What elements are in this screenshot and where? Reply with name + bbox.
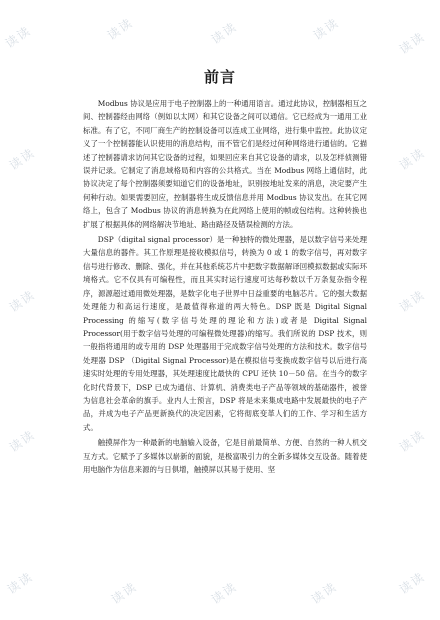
paragraph-touchscreen: 触摸屏作为一种最新的电脑输入设备，它是目前最简单、方便、自然的一种人机交互方式。它赋予了多媒体以崭新的面貌，是极富吸引力的全新多媒体交互设备。随着使用电脑作为信息来源的与日俱增，触摸屏以其易于使用、坚 xyxy=(83,438,367,474)
watermark: 读读 xyxy=(396,287,428,315)
page-title: 前言 xyxy=(203,68,236,86)
watermark: 读读 xyxy=(6,145,38,173)
watermark: 读读 xyxy=(208,19,240,47)
watermark: 读读 xyxy=(108,579,140,607)
watermark: 读读 xyxy=(396,427,428,455)
paragraph-dsp: DSP（digital signal processor）是一种独特的微处理器，是以数字信号来处理大量信息的器件。其工作原理是接收模拟信号，转换为 0 或 1 的数字信号，再对数字信号进行修改、删除、强化，并在其他系统芯片中把数字数据解译回模拟数据或实际环境格式。它不仅具有可编程性，而且其实时运行速度可达每秒数以千万条复杂指令程序，源源超过通用微处理器，是数字化电子世界中日益重要的电脑芯片。它的强大数据处理能力和高运行速度，是最值得称道的两大特色。DSP 既是 Digital Signal Processing 的缩写(数字信号处理的理论和方法)或者是 Digital Signal Processor(用于数字信号处理的可编程微处理器)的缩写。我们所说的 DSP 技术，则一般指将通用的或专用的 DSP 处理器用于完成数字信号处理的方法和技术。数字信号处理器 DSP （Digital Signal Processor)是在模拟信号变换成数字信号以后进行高速实时处理的专用处理器，其处理速度比最快的 CPU 还快 10－50 倍。在当今的数字化时代背景下，DSP 已成为通信、计算机、消费类电子产品等领域的基础器件，被誉为信息社会革命的旗手。业内人士预言，DSP 将是未来集成电路中发展最快的电子产品，并成为电子产品更新换代的决定因素，它将彻底变革人们的工作、学习和生活方式。 xyxy=(83,235,367,432)
watermark: 读读 xyxy=(4,569,36,597)
watermark: 读读 xyxy=(396,29,428,57)
body-text xyxy=(83,97,367,478)
watermark: 读读 xyxy=(396,145,428,173)
watermark: 读读 xyxy=(6,287,38,315)
watermark: 读读 xyxy=(2,23,34,51)
watermark: 读读 xyxy=(396,569,428,597)
paragraph-modbus: Modbus 协议是应用于电子控制器上的一种通用语言。通过此协议，控制器相互之间、控制器经由网络（例如以太网）和其它设备之间可以通信。它已经成为一通用工业标准。有了它，不同厂商生产的控制设备可以连成工业网络，进行集中监控。此协议定义了一个控制器能认识使用的消息结构，而不管它们是经过何种网络进行通信的。它描述了控制器请求访问其它设备的过程，如果回应来自其它设备的请求，以及怎样侦测错误并记录。它制定了消息域格局和内容的公共格式。当在 Modbus 网络上通信时，此协议决定了每个控制器须要知道它们的设备地址，识别按地址发来的消息，决定要产生何种行动。如果需要回应，控制器将生成反馈信息并用 Modbus 协议发出。在其它网络上，包含了 Modbus 协议的消息转换为在此网络上使用的帧或包结构。这种转换也扩展了根据具体的网络解决节地址、路由路径及错误检测的方法。 xyxy=(83,99,367,229)
watermark: 读读 xyxy=(6,427,38,455)
watermark: 读读 xyxy=(208,579,240,607)
watermark: 读读 xyxy=(308,579,340,607)
watermark: 读读 xyxy=(310,15,342,43)
watermark: 读读 xyxy=(104,15,136,43)
